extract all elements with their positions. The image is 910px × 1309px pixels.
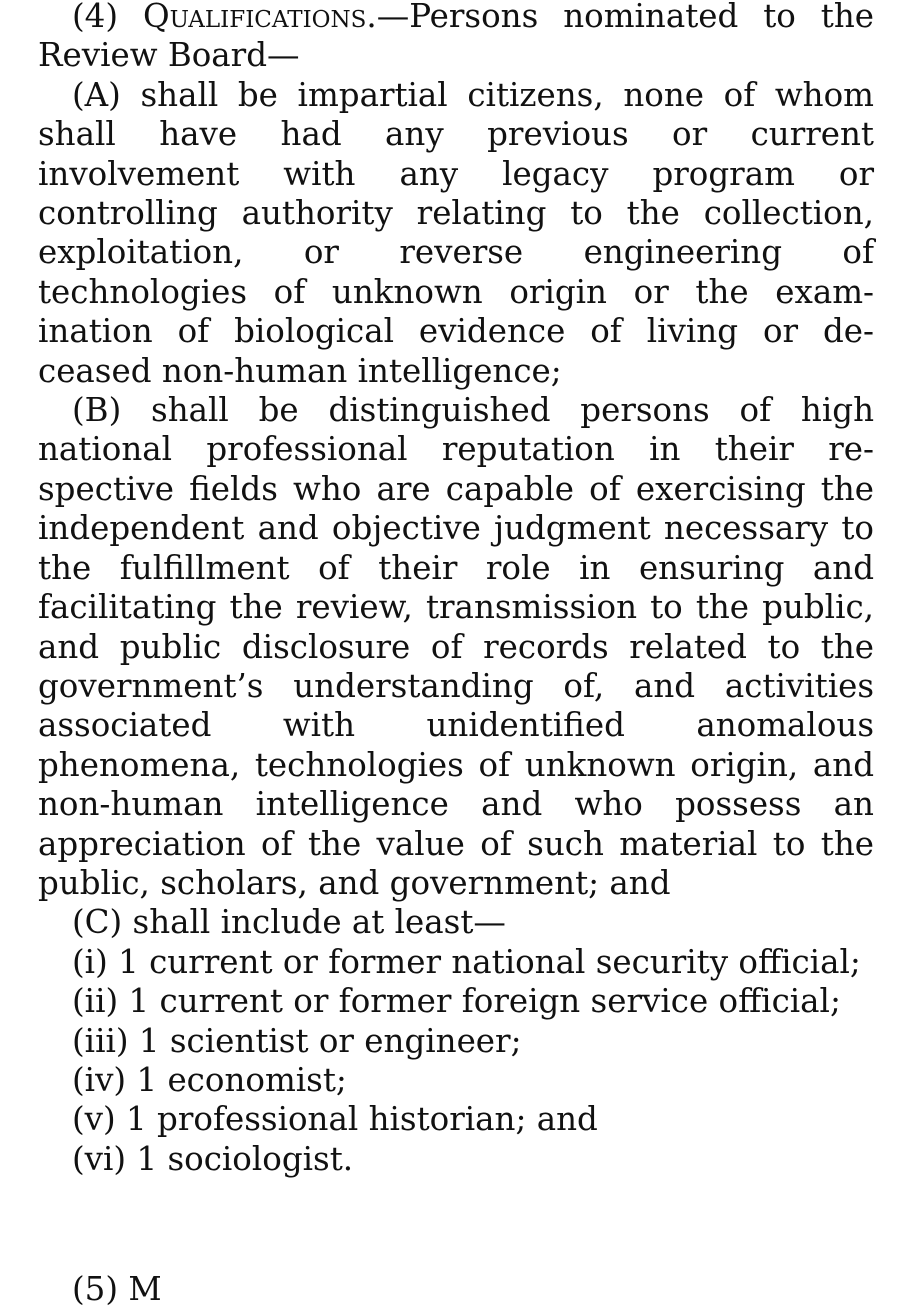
clause-c: (C) shall include at least— bbox=[72, 903, 506, 942]
document-page bbox=[38, 0, 874, 1179]
section-intro-text: .—Persons nominated to the Review Board— bbox=[38, 0, 874, 75]
clause-b: (B) shall be distinguished persons of high national professional reputation in their respective fields who are capable of exercising the independent and objective judgment necessary to the fulfillment of their role in ensuring and facilitating the review, transmission to the public, and public disclosure of records related to the government’s understanding of, and activities associated with unidentified anomalous phenomena, technologies of unknown origin, and non-human intelligence and who possess an appreciation of the value of such material to the public, scholars, and government; and bbox=[38, 391, 874, 902]
clause-a: (A) shall be impartial citizens, none of whom shall have had any previous or current involvement with any legacy program or controlling authority relating to the collection, exploitation, or reverse engineering of technologies of unknown origin or the examination of biological evidence of living or deceased non-human intelligence; bbox=[38, 75, 874, 390]
clause-c-iv: (iv) 1 economist; bbox=[72, 1060, 347, 1099]
section-heading: Qualifications bbox=[142, 0, 367, 35]
section-number: (4) bbox=[72, 0, 119, 35]
cutoff-next-line bbox=[72, 1270, 192, 1308]
clause-c-v: (v) 1 professional historian; and bbox=[72, 1100, 598, 1139]
section-4-intro bbox=[38, 0, 874, 76]
clause-c-iii: (iii) 1 scientist or engineer; bbox=[72, 1021, 522, 1060]
clause-c-ii: (ii) 1 current or former foreign service official; bbox=[72, 982, 841, 1021]
cutoff-line-text: (5) M bbox=[72, 1270, 162, 1308]
clause-c-vi: (vi) 1 sociologist. bbox=[72, 1139, 354, 1178]
clause-c-i: (i) 1 current or former national security official; bbox=[72, 942, 861, 981]
